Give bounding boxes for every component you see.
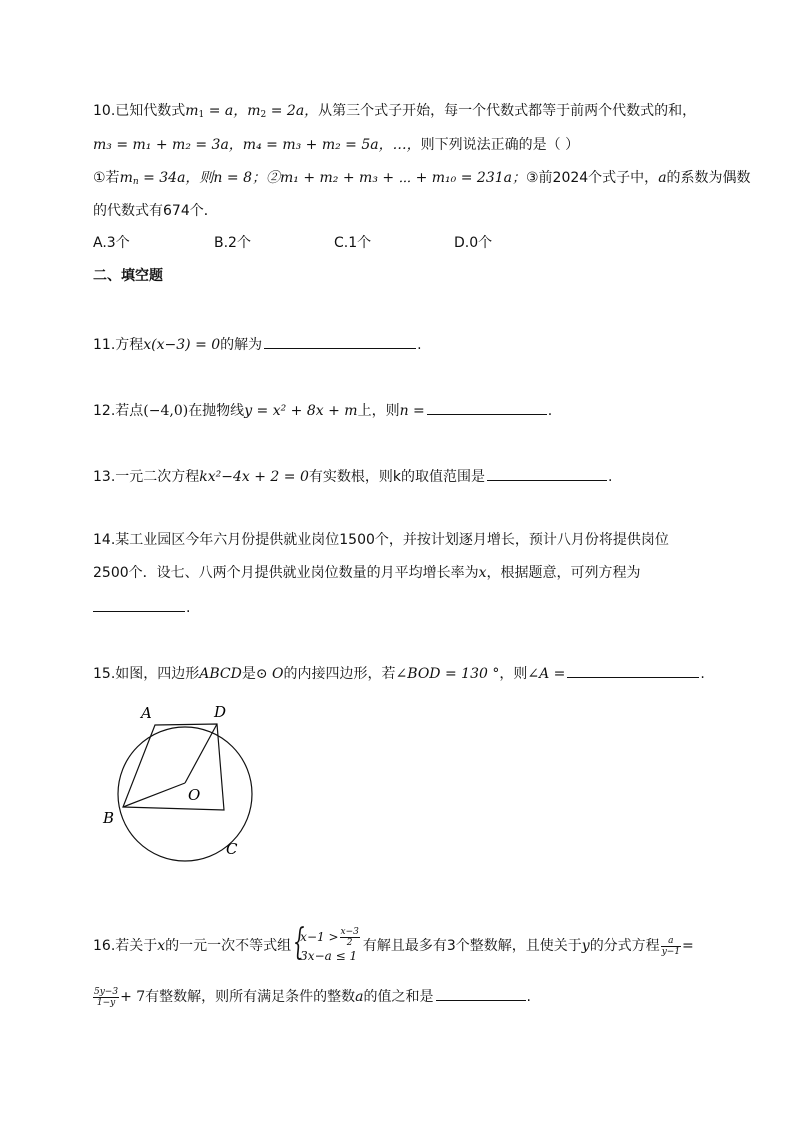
q16-line1: 16.若关于x的一元一次不等式组 { x−1 > $\frac{x-3}{2}$ 3x−a ≤ 1 有解且最多有3个整数解，且使关于y的分式方程 $\frac{a}{y-1}$ = [93, 922, 694, 963]
q11: 11.方程x(x−3) = 0的解为 . [93, 333, 422, 355]
q10-option-a[interactable]: A.3个 [93, 235, 130, 251]
q12-answer-blank[interactable] [427, 399, 547, 415]
q13-answer-blank[interactable] [487, 465, 607, 481]
q10-line3: ①若$m_n = 34a$，则n = 8；②m₁ + m₂ + m₃ + ⋯ + m₁₀ = 231a；③前2024个式子中，a的系数为偶数 [93, 170, 751, 187]
q15-circle-figure [96, 700, 266, 865]
label-b: B [103, 809, 115, 827]
q10-line4: 的代数式有674个． [93, 203, 218, 219]
q14-answer-blank[interactable] [93, 596, 185, 612]
q10-options [93, 233, 492, 253]
segment-ob [123, 783, 185, 807]
q14-line1: 14.某工业园区今年六月份提供就业岗位1500个，并按计划逐月增长，预计八月份将提供岗位 [93, 532, 669, 548]
q10-number: 10. [93, 103, 116, 119]
q11-answer-blank[interactable] [264, 333, 416, 349]
q10-option-d[interactable]: D.0个 [454, 235, 493, 251]
q10-line2: m₃ = m₁ + m₂ = 3a，m₄ = m₃ + m₂ = 5a，…，则下列说法正确的是（ ） [93, 137, 580, 153]
q10-option-b[interactable]: B.2个 [214, 235, 251, 251]
q16-line2: $\frac{5y-3}{1-y}$ + 7有整数解，则所有满足条件的整数a的值之和是 . [94, 986, 531, 1008]
q10-line1: 10.已知代数式$m_1 = a$，$m_2 = 2a$，从第三个式子开始，每一个代数式都等于前两个代数式的和， [93, 103, 697, 120]
segment-od [185, 724, 217, 783]
label-o: O [188, 786, 201, 804]
quadrilateral-abcd [123, 724, 224, 810]
label-c: C [226, 840, 238, 858]
q16-answer-blank[interactable] [436, 985, 526, 1001]
q15-answer-blank[interactable] [567, 662, 699, 678]
q14-line2: 2500个．设七、八两个月提供就业岗位数量的月平均增长率为x，根据题意，可列方程为 [93, 565, 641, 581]
q15: 15.如图，四边形ABCD是⊙ O的内接四边形，若∠BOD = 130 °，则∠A = . [93, 662, 705, 684]
q13: 13.一元二次方程kx²−4x + 2 = 0有实数根，则k的取值范围是 . [93, 465, 612, 487]
fraction-5y-3-over-1-y: $\frac{5y-3}{1-y}$ [94, 986, 119, 1008]
fraction-a-over-y-minus-1: $\frac{a}{y-1}$ [661, 935, 681, 957]
label-a: A [141, 704, 152, 722]
section-title: 二、填空题 [93, 268, 163, 284]
q10-option-c[interactable]: C.1个 [334, 235, 372, 251]
inequality-system: { x−1 > $\frac{x-3}{2}$ 3x−a ≤ 1 [293, 922, 359, 963]
q14-line3: . [93, 596, 190, 618]
q12: 12.若点(−4,0)在抛物线y = x² + 8x + m上，则n = . [93, 399, 552, 421]
label-d: D [214, 703, 227, 721]
